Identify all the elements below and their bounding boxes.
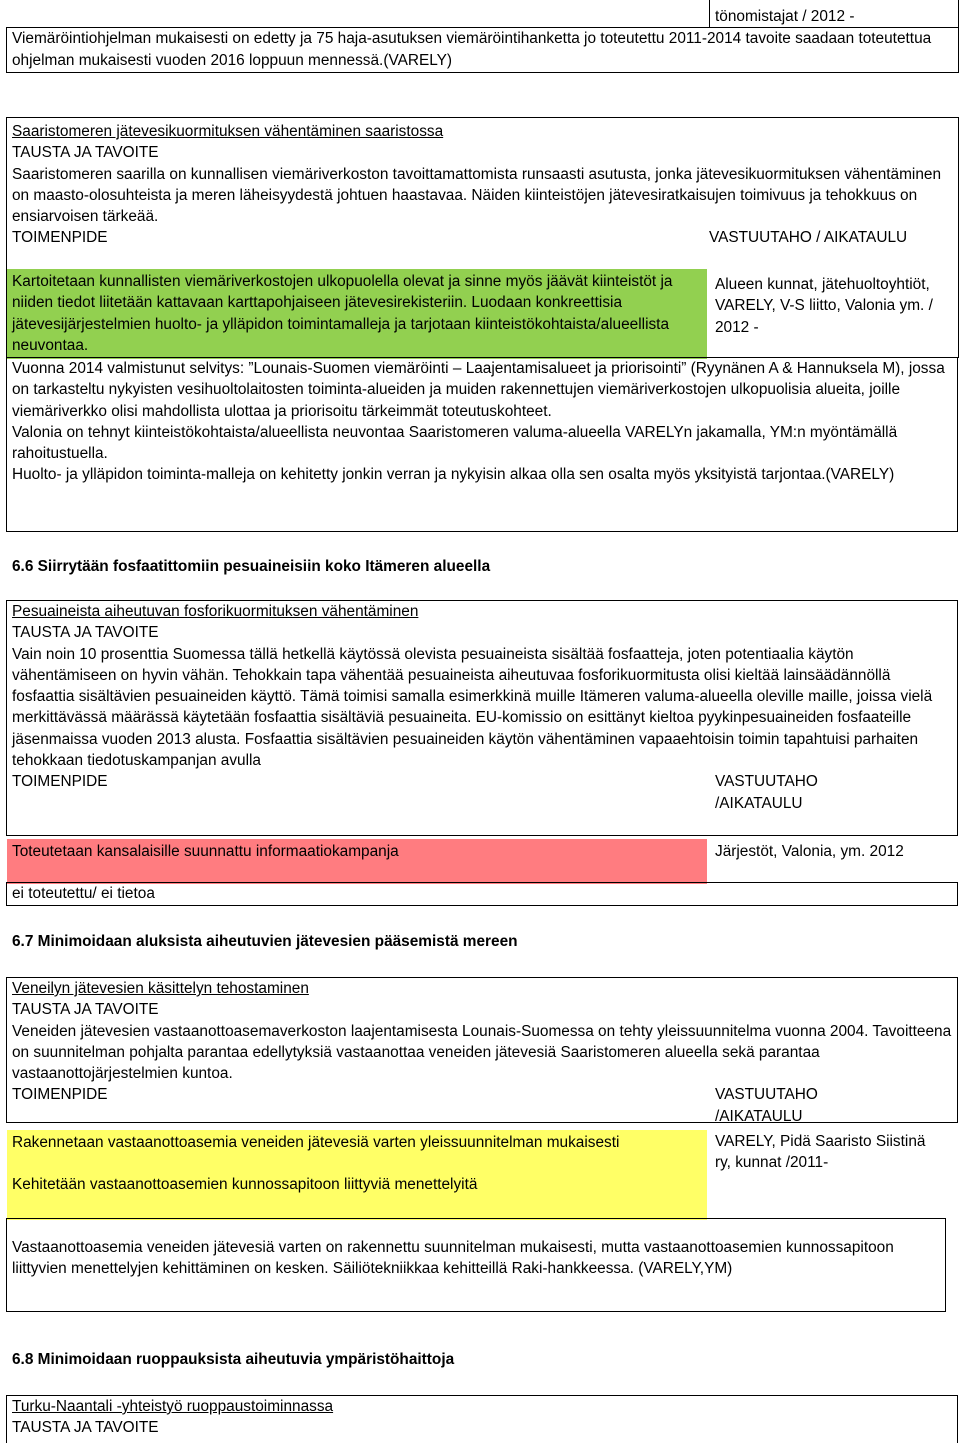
status-box-1 [6,357,958,532]
action-text: Rakennetaan vastaanottoasemia veneiden jätevesiä varten yleissuunnitelman mukaisesti [12,1134,620,1151]
responsibility-text-value: Alueen kunnat, jätehuoltoyhtiöt, VARELY, V-S liitto, Valonia ym. / 2012 - [715,276,933,336]
action-text: Kartoitetaan kunnallisten viemäriverkostojen ulkopuolella olevat ja sinne myös jäävät kiinteistöt ja niiden tiedot liitetään kattavaan karttapohjaiseen jätevesirekisteriin. Luodaan konkreettisia jätevesijärjestelmien huolto- ja ylläpidon toimintamalleja ja tarjotaan kiinteistökohtaista/alueellista neuvontaa. [12,273,673,354]
responsibility-label: VASTUUTAHO /AIKATAULU [715,1086,818,1125]
section-heading-6-7: 6.7 Minimoidaan aluksista aiheutuvien jätevesien pääsemistä mereen [12,933,518,950]
top-box [6,0,959,73]
measure-table-3 [6,977,958,1123]
action-cell-yellow [7,1130,707,1220]
action-text: Toteutetaan kansalaisille suunnattu informaatiokampanja [12,843,399,860]
action-label: TOIMENPIDE [12,1086,108,1104]
background-label: TAUSTA JA TAVOITE [12,624,159,642]
status-paragraph: Vuonna 2014 valmistunut selvitys: ”Lounais-Suomen viemäröinti – Laajentamisalueet ja priorisointi” (Ryynänen A & Hannuksela M), jossa on tarkasteltu nykyisten vesihuoltolaitosten toiminta-alueiden ja muiden rakennettujen viemäriverkostojen ulkopuolisia alueita, joille viemäriverkko olisi mahdollista ulottaa ja priorisoitu tärkeimmät toteutuskohteet. [12,360,945,420]
responsibility-text-value: Järjestöt, Valonia, ym. 2012 [715,843,904,860]
background-label: TAUSTA JA TAVOITE [12,144,159,162]
measure-table-4 [6,1395,958,1443]
status-box-3 [6,1218,946,1312]
responsibility-label: VASTUUTAHO /AIKATAULU [715,773,818,812]
measure-title: Veneilyn jätevesien käsittelyn tehostaminen [12,980,309,997]
status-paragraph: Huolto- ja ylläpidon toiminta-malleja on kehitetty jonkin verran ja nykyisin alkaa olla sen osalta myös yksityistä tarjontaa.(VARELY) [12,466,895,484]
action-label: TOIMENPIDE [12,229,108,247]
measure-title: Turku-Naantali -yhteistyö ruoppaustoiminnassa [12,1398,334,1415]
responsibility-text-value: VARELY, Pidä Saaristo Siistinä ry, kunnat /2011- [715,1133,926,1172]
top-box-resp-text: tönomistajat / 2012 - [710,0,959,28]
action-cell-green [7,269,707,359]
responsibility-text [715,1131,940,1174]
status-paragraph: Valonia on tehnyt kiinteistökohtaista/alueellista neuvontaa Saaristomeren valuma-alueella VARELYn jakamalla, YM:n myöntämällä rahoitustuella. [12,423,898,463]
section-heading-6-8: 6.8 Minimoidaan ruoppauksista aiheutuvia ympäristöhaittoja [12,1351,455,1368]
status-text: Vastaanottoasemia veneiden jätevesiä varten on rakennettu suunnitelman mukaisesti, mutta vastaanottoasemien kunnossapitoon liittyvien menettelyjen kehittäminen on kesken. Säiliötekniikkaa kehitteillä Raki-hankkeessa. (VARELY,YM) [12,1239,894,1278]
section-heading-6-6: 6.6 Siirrytään fosfaatittomiin pesuaineisiin koko Itämeren alueella [12,558,491,575]
background-label: TAUSTA JA TAVOITE [12,1419,159,1437]
responsibility-label: VASTUUTAHO / AIKATAULU [709,229,908,247]
responsibility-text [715,274,940,338]
background-text: Saaristomeren saarilla on kunnallisen viemäriverkoston tavoittamattomista runsaasti asutusta, jonka jätevesikuormituksen vähentäminen on maasto-olosuhteista ja meren läheisyydestä johtuen haastavaa. Näiden kiinteistöjen jätevesiratkaisujen toimivuus ja tehokkuus on ensiarvoisen tärkeää. [12,165,942,226]
measure-table-2 [6,600,958,836]
top-box-status-text: Viemäröintiohjelman mukaisesti on edetty ja 75 haja-asutuksen viemäröintihanketta jo toteutettu 2011-2014 tavoite saadaan toteutettua ohjelman mukaisesti vuoden 2016 loppuun mennessä.(VARELY) [7,28,959,73]
background-label: TAUSTA JA TAVOITE [12,1001,159,1019]
action-cell-red [7,839,707,884]
action-label: TOIMENPIDE [12,773,108,791]
measure-title: Pesuaineista aiheutuvan fosforikuormituksen vähentäminen [12,603,419,620]
status-box-2 [6,882,958,906]
background-text: Veneiden jätevesien vastaanottoasemaverkoston laajentamisesta Lounais-Suomessa on tehty yleissuunnitelma vuonna 2004. Tavoitteena on suunnitelman pohjalta parantaa edellytyksiä vastaanottaa veneiden jätevesiä Saaristomeren alueella sekä parantaa vastaanottojärjestelmien kuntoa. [12,1022,952,1083]
status-text: ei toteutettu/ ei tietoa [12,885,155,902]
responsibility-text [715,841,915,862]
measure-title: Saaristomeren jätevesikuormituksen vähentäminen saaristossa [12,123,444,140]
background-text: Vain noin 10 prosenttia Suomessa tällä hetkellä käytössä olevista pesuaineista sisältää fosfaatteja, joten potentiaalia käytön vähentämiseen on hyvin vähän. Tehokkain tapa vähentää pesuaineista aiheutuvaa fosforikuormitusta olisi kieltää lainsäädännöllä fosfaattia sisältävien pesuaineiden käyttö. Tämä toimisi samalla esimerkkinä muille Itämeren valuma-alueella oleville maille, joissa vielä merkittävässä määrässä käytetään fosfaattia sisältäviä pesuaineita. EU-komissio on esittänyt kieltoa pyykinpesuaineiden fosfaateille jäsenmaissa vuoden 2013 alusta. Fosfaattia sisältävien pesuaineiden käytön vähentäminen vapaaehtoisin toimin tapahtuisi parhaiten tehokkaan tiedotuskampanjan avulla [12,645,933,770]
action-text: Kehitetään vastaanottoasemien kunnossapitoon liittyviä menettelyitä [12,1176,478,1194]
